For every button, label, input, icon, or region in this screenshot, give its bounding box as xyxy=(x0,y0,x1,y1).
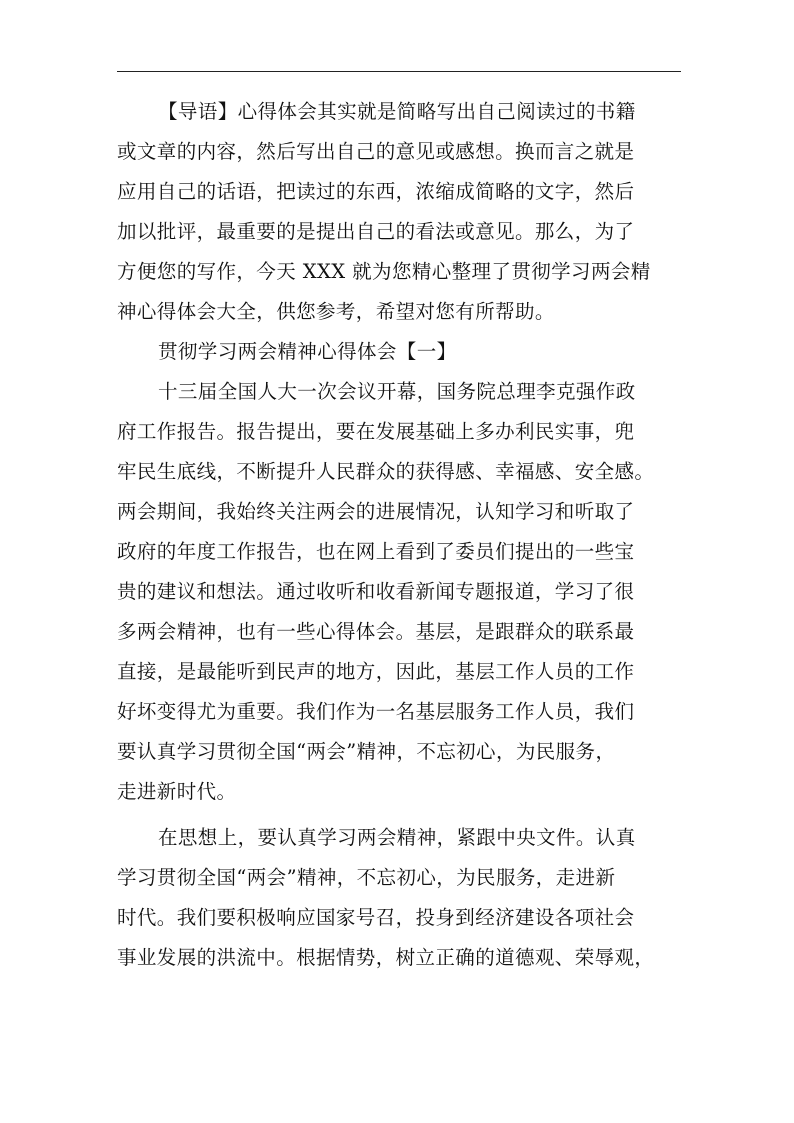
paragraph-1-line-3: 牢民生底线，不断提升人民群众的获得感、幸福感、安全感。 xyxy=(117,460,655,483)
paragraph-2-line-3: 时代。我们要积极响应国家号召，投身到经济建设各项社会 xyxy=(117,906,635,929)
document-body xyxy=(117,92,681,978)
intro-line-1: 【导语】心得体会其实就是简略写出自己阅读过的书籍 xyxy=(158,100,636,123)
paragraph-1-line-6: 贵的建议和想法。通过收听和收看新闻专题报道，学习了很 xyxy=(117,580,635,603)
paragraph-1-line-2: 府工作报告。报告提出，要在发展基础上多办利民实事，兜 xyxy=(117,420,635,443)
paragraph-1-line-11: 走进新时代。 xyxy=(117,780,237,803)
paragraph-1-line-8: 直接，是最能听到民声的地方，因此，基层工作人员的工作 xyxy=(117,660,635,683)
intro-line-5: 方便您的写作，今天 XXX 就为您精心整理了贯彻学习两会精 xyxy=(117,260,651,283)
paragraph-2-line-4: 事业发展的洪流中。根据情势，树立正确的道德观、荣辱观， xyxy=(117,946,655,969)
header-rule xyxy=(117,71,681,72)
paragraph-1-line-5: 政府的年度工作报告，也在网上看到了委员们提出的一些宝 xyxy=(117,540,635,563)
paragraph-1-line-1: 十三届全国人大一次会议开幕，国务院总理李克强作政 xyxy=(158,380,636,403)
intro-line-3: 应用自己的话语，把读过的东西，浓缩成简略的文字，然后 xyxy=(117,180,635,203)
paragraph-1-line-10: 要认真学习贯彻全国“两会”精神，不忘初心，为民服务， xyxy=(117,740,616,763)
paragraph-2-line-1: 在思想上，要认真学习两会精神，紧跟中央文件。认真 xyxy=(158,826,636,849)
paragraph-2-line-2: 学习贯彻全国“两会”精神，不忘初心，为民服务，走进新 xyxy=(117,866,616,889)
paragraph-1-line-4: 两会期间，我始终关注两会的进展情况，认知学习和听取了 xyxy=(117,500,635,523)
paragraph-1-line-7: 多两会精神，也有一些心得体会。基层，是跟群众的联系最 xyxy=(117,620,635,643)
intro-line-4: 加以批评，最重要的是提出自己的看法或意见。那么，为了 xyxy=(117,220,635,243)
section-heading: 贯彻学习两会精神心得体会【一】 xyxy=(158,340,457,363)
paragraph-1-line-9: 好坏变得尤为重要。我们作为一名基层服务工作人员，我们 xyxy=(117,700,635,723)
intro-line-6: 神心得体会大全，供您参考，希望对您有所帮助。 xyxy=(117,300,555,323)
intro-line-2: 或文章的内容，然后写出自己的意见或感想。换而言之就是 xyxy=(117,140,635,163)
